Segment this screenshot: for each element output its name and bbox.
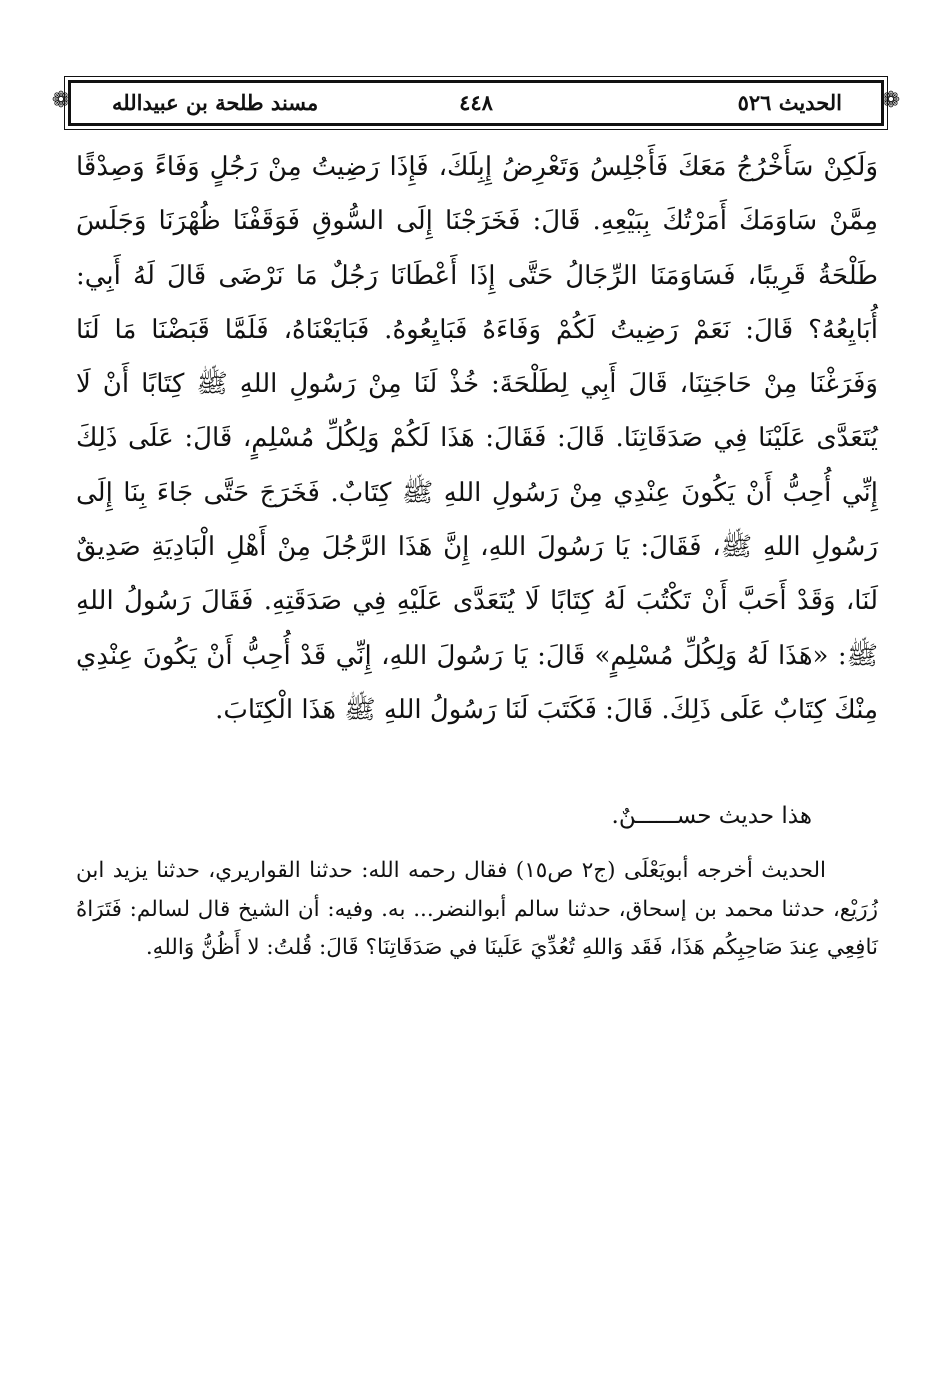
hadith-text xyxy=(76,140,878,737)
hadith-number: الحديث ٥٢٦ xyxy=(737,90,842,115)
takhrij-notes xyxy=(76,852,878,968)
notes-paragraph: الحديث أخرجه أبويَعْلَى (ج٢ ص١٥) فقال رحمه الله: حدثنا القواريري، حدثنا يزيد ابن زُرَيْع، حدثنا محمد بن إسحاق، حدثنا سالم أبوالنضر... به. وفيه: أن الشيخ قال لسالم: فَتَرَاهُ نَافِعِي عِندَ صَاحِبِكُم هَذَا، فَقَد وَاللهِ تُعُدِّيَ عَلَينَا في صَدَقَاتِنَا؟ قَالَ: قُلتُ: لا أَظُنُّ وَاللهِ. xyxy=(76,858,878,960)
ornament-left-icon: ❁ xyxy=(51,88,71,113)
page-number: ٤٤٨ xyxy=(459,90,493,115)
page-header xyxy=(50,74,902,132)
ornament-right-icon: ❁ xyxy=(881,88,901,113)
hadith-paragraph: وَلَكِنْ سَأَخْرُجُ مَعَكَ فَأَجْلِسُ وَتَعْرِضُ إِبِلَكَ، فَإِذَا رَضِيتُ مِنْ رَجُلٍ وَفَاءً وَصِدْقًا مِمَّنْ سَاوَمَكَ أَمَرْتُكَ بِبَيْعِهِ. قَالَ: فَخَرَجْنَا إِلَى السُّوقِ فَوَقَفْنَا ظُهْرَنَا وَجَلَسَ طَلْحَةُ قَرِيبًا، فَسَاوَمَنَا الرِّجَالُ حَتَّى إِذَا أَعْطَانَا رَجُلٌ مَا نَرْضَى قَالَ لَهُ أَبِي: أُبَايِعُهُ؟ قَالَ: نَعَمْ رَضِيتُ لَكُمْ وَفَاءَهُ فَبَايِعُوهُ. فَبَايَعْنَاهُ، فَلَمَّا قَبَضْنَا مَا لَنَا وَفَرَغْنَا مِنْ حَاجَتِنَا، قَالَ أَبِي لِطَلْحَةَ: خُذْ لَنَا مِنْ رَسُولِ اللهِ ﷺ كِتَابًا أَنْ لَا يُتَعَدَّى عَلَيْنَا فِي صَدَقَاتِنَا. قَالَ: فَقَالَ: هَذَا لَكُمْ وَلِكُلِّ مُسْلِمٍ، قَالَ: عَلَى ذَلِكَ إِنِّي أُحِبُّ أَنْ يَكُونَ عِنْدِي مِنْ رَسُولِ اللهِ ﷺ كِتَابٌ. فَخَرَجَ حَتَّى جَاءَ بِنَا إِلَى رَسُولِ اللهِ ﷺ، فَقَالَ: يَا رَسُولَ اللهِ، إِنَّ هَذَا الرَّجُلَ مِنْ أَهْلِ الْبَادِيَةِ صَدِيقٌ لَنَا، وَقَدْ أَحَبَّ أَنْ تَكْتُبَ لَهُ كِتَابًا لَا يُتَعَدَّى عَلَيْهِ فِي صَدَقَتِهِ. فَقَالَ رَسُولُ اللهِ ﷺ: «هَذَا لَهُ وَلِكُلِّ مُسْلِمٍ» قَالَ: يَا رَسُولَ اللهِ، إِنِّي قَدْ أُحِبُّ أَنْ يَكُونَ عِنْدِي مِنْكَ كِتَابٌ عَلَى ذَلِكَ. قَالَ: فَكَتَبَ لَنَا رَسُولُ اللهِ ﷺ هَذَا الْكِتَابَ. xyxy=(76,152,879,725)
musnad-title: مسند طلحة بن عبيدالله xyxy=(112,90,319,115)
hadith-grade: هذا حديث حســــــنٌ. xyxy=(611,803,812,829)
